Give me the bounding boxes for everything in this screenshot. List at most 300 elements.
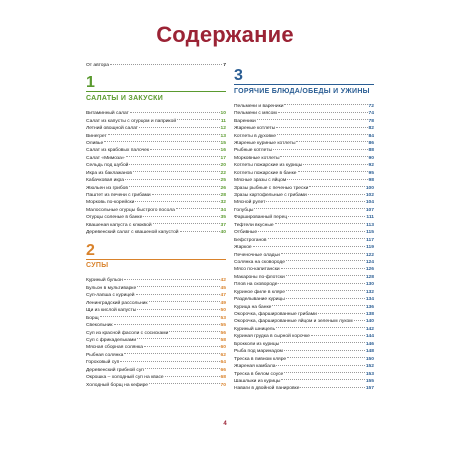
toc-entry[interactable] xyxy=(234,371,374,378)
leader-dots xyxy=(137,338,219,339)
entry-page: 12 xyxy=(220,126,226,132)
leader-dots xyxy=(129,164,219,165)
entry-title: Куриный бульон xyxy=(86,278,123,284)
entry-page: 78 xyxy=(368,118,374,124)
entry-title: Холодный борщ на кефире xyxy=(86,382,149,388)
leader-dots xyxy=(100,316,220,317)
toc-entry[interactable] xyxy=(234,378,374,385)
entry-title: Жареные куриные котлеты xyxy=(234,140,296,146)
leader-dots xyxy=(286,260,365,261)
entry-title: Икра из баклажанов xyxy=(86,170,132,176)
leader-dots xyxy=(150,149,220,150)
entry-title: Мясной рулет xyxy=(234,200,266,206)
entry-title: Мясо по-капитански xyxy=(234,267,280,273)
entry-title: Гороховый суп xyxy=(86,360,120,366)
section-title: САЛАТЫ И ЗАКУСКИ xyxy=(86,95,164,103)
section-rule xyxy=(86,91,226,92)
leader-dots xyxy=(177,119,220,120)
leader-dots xyxy=(120,361,219,362)
entry-page: 128 xyxy=(365,274,374,280)
entry-page: 113 xyxy=(366,222,374,228)
entry-page: 150 xyxy=(365,356,374,362)
entry-page: 107 xyxy=(365,207,374,213)
entry-page: 153 xyxy=(365,371,374,377)
entry-page: 58 xyxy=(220,337,226,343)
toc-entry[interactable] xyxy=(86,330,226,337)
toc-entry[interactable] xyxy=(234,110,374,117)
toc-entry[interactable] xyxy=(86,199,226,206)
toc-entry[interactable] xyxy=(86,315,226,322)
toc-entry[interactable] xyxy=(234,274,374,281)
entry-title: Мясные зразы с яйцом xyxy=(234,178,287,184)
entry-title: Котлеты пожарские в банке xyxy=(234,170,297,176)
entry-title: Салат из капусты с огурцом и паприкой xyxy=(86,118,177,124)
leader-dots xyxy=(278,283,364,284)
leader-dots xyxy=(275,223,366,224)
toc-entry[interactable] xyxy=(86,344,226,351)
entry-title: Летний овощной салат xyxy=(86,126,138,132)
leader-dots xyxy=(286,290,365,291)
entry-page: 90 xyxy=(368,155,374,161)
leader-dots xyxy=(144,346,220,347)
entry-title: От автора xyxy=(86,63,109,68)
toc-entry[interactable] xyxy=(234,103,374,110)
entry-title: Шашлыки из курицы xyxy=(234,378,281,384)
entry-title: Брокколи из курицы xyxy=(234,341,280,347)
toc-entry[interactable] xyxy=(86,374,226,381)
toc-entry[interactable] xyxy=(234,170,374,177)
toc-entry[interactable] xyxy=(86,359,226,366)
leader-dots xyxy=(136,294,220,295)
entry-page: 88 xyxy=(368,148,374,154)
toc-entry[interactable] xyxy=(234,207,374,214)
entry-title: Окрошка – холодный суп на квасе xyxy=(86,375,164,381)
entry-title: Окорочка, фаршированные яйцом и зеленым луком xyxy=(234,319,353,325)
section-title: СУПЫ xyxy=(86,262,109,270)
entry-title: Суп из красной фасоли с сосисками xyxy=(86,330,169,336)
toc-entry[interactable] xyxy=(86,185,226,192)
leader-dots xyxy=(308,194,365,195)
leader-dots xyxy=(276,127,367,128)
leader-dots xyxy=(139,127,220,128)
leader-dots xyxy=(137,309,219,310)
entry-title: Салат «Мимоза» xyxy=(86,155,125,161)
entry-title: Деревенский салат с квашеной капустой xyxy=(86,230,179,236)
entry-title: Треска в белом соусе xyxy=(234,371,284,377)
toc-entry[interactable] xyxy=(234,177,374,184)
entry-page: 130 xyxy=(365,282,374,288)
entry-page: 45 xyxy=(220,285,226,291)
entry-page: 37 xyxy=(220,222,226,228)
toc-entry[interactable] xyxy=(86,207,226,214)
toc-entry[interactable] xyxy=(86,162,226,169)
leader-dots xyxy=(281,253,365,254)
leader-dots xyxy=(130,112,220,113)
entry-title: Жюльен из грибов xyxy=(86,185,128,191)
entry-page: 50 xyxy=(220,308,226,314)
leader-dots xyxy=(280,342,365,343)
toc-entry[interactable] xyxy=(234,185,374,192)
right-column xyxy=(234,62,374,393)
entry-page: 126 xyxy=(365,267,374,273)
toc-entry[interactable] xyxy=(234,281,374,288)
toc-entry[interactable] xyxy=(234,229,374,236)
entry-title: Ленинградский рассольник xyxy=(86,300,148,306)
toc-entry[interactable] xyxy=(234,155,374,162)
entry-page: 122 xyxy=(365,252,374,258)
leader-dots xyxy=(300,387,364,388)
entry-page: 84 xyxy=(368,133,374,139)
page-title: Содержание xyxy=(156,22,294,47)
entry-page: 142 xyxy=(365,326,374,332)
entry-page: 152 xyxy=(365,364,374,370)
toc-entry[interactable] xyxy=(234,348,374,355)
toc-entry[interactable] xyxy=(86,110,226,117)
entry-page: 49 xyxy=(220,300,226,306)
entry-page: 15 xyxy=(220,140,226,146)
toc-entry[interactable] xyxy=(234,326,374,333)
toc-entry[interactable] xyxy=(234,162,374,169)
entry-title: Фаршированный перец xyxy=(234,215,288,221)
entry-title: Вареники xyxy=(234,118,256,124)
leader-dots xyxy=(284,104,367,105)
entry-title: Окорочка, фаршированные грибами xyxy=(234,312,317,318)
entry-page: 25 xyxy=(220,178,226,184)
entry-page: 47 xyxy=(220,293,226,299)
entry-title: Котлеты пожарские из курицы xyxy=(234,163,303,169)
left-column xyxy=(86,62,226,389)
entry-title: Куриная грудка в сырной корочке xyxy=(234,334,310,340)
entry-page: 157 xyxy=(365,386,374,392)
entry-page: 144 xyxy=(365,334,374,340)
leader-dots xyxy=(129,186,220,187)
toc-entry[interactable] xyxy=(234,311,374,318)
toc-entry[interactable] xyxy=(234,133,374,140)
leader-dots xyxy=(276,327,365,328)
entry-page: 34 xyxy=(220,207,226,213)
entry-title: Рыбные котлеты xyxy=(234,148,272,154)
leader-dots xyxy=(153,223,220,224)
entry-page: 140 xyxy=(365,319,374,325)
toc-entry[interactable] xyxy=(234,222,374,229)
toc-entry[interactable] xyxy=(234,289,374,296)
leader-dots xyxy=(318,313,365,314)
entry-title: Суп-лапша с курицей xyxy=(86,293,135,299)
entry-page: 62 xyxy=(220,352,226,358)
toc-entry[interactable] xyxy=(234,266,374,273)
entry-page: 104 xyxy=(365,200,374,206)
entry-title: Печеночные оладьи xyxy=(234,252,280,258)
entry-page: 72 xyxy=(368,103,374,109)
entry-title: Мясная сборная солянка xyxy=(86,345,143,351)
entry-page: 20 xyxy=(220,163,226,169)
leader-dots xyxy=(169,331,219,332)
entry-page: 119 xyxy=(366,245,374,251)
toc-entry[interactable] xyxy=(234,304,374,311)
entry-page: 70 xyxy=(220,382,226,388)
leader-dots xyxy=(180,231,220,232)
entry-page: 138 xyxy=(365,312,374,318)
entry-page: 56 xyxy=(220,330,226,336)
entry-title: Зразы рыбные с печенью трески xyxy=(234,185,309,191)
leader-dots xyxy=(108,134,220,135)
entry-page: 146 xyxy=(365,341,374,347)
entry-title: Суп с фрикадельками xyxy=(86,337,137,343)
leader-dots xyxy=(258,231,365,232)
section-number: 1 xyxy=(86,74,95,92)
leader-dots xyxy=(176,208,220,209)
leader-dots xyxy=(284,372,365,373)
entry-title: Зразы картофельные с грибами xyxy=(234,193,307,199)
toc-entry[interactable] xyxy=(86,214,226,221)
leader-dots xyxy=(272,305,364,306)
toc-entry[interactable] xyxy=(86,322,226,329)
leader-dots xyxy=(286,275,365,276)
section-rule xyxy=(234,84,374,85)
entry-page: 132 xyxy=(365,289,374,295)
entry-page: 32 xyxy=(220,200,226,206)
entry-page: 64 xyxy=(220,360,226,366)
leader-dots xyxy=(137,286,219,287)
leader-dots xyxy=(124,353,219,354)
section-number: 2 xyxy=(86,241,95,259)
entry-title: Морковь по-корейски xyxy=(86,200,135,206)
leader-dots xyxy=(286,298,365,299)
section-hot-dishes xyxy=(234,68,374,393)
toc-entry[interactable] xyxy=(234,385,374,392)
entry-page: 74 xyxy=(368,111,374,117)
section-number: 3 xyxy=(234,67,243,84)
toc-entry[interactable] xyxy=(86,285,226,292)
toc-entry[interactable] xyxy=(234,318,374,325)
entry-page: 53 xyxy=(220,315,226,321)
entry-title: Тефтели вкусные xyxy=(234,222,274,228)
toc-entry[interactable] xyxy=(86,337,226,344)
entry-page: 117 xyxy=(366,237,374,243)
entry-title: Разделывание курицы xyxy=(234,297,285,303)
entry-page: 35 xyxy=(220,215,226,221)
section-salads xyxy=(86,75,226,236)
toc-entry[interactable] xyxy=(86,125,226,132)
leader-dots xyxy=(288,216,365,217)
entry-title: Куриный шницель xyxy=(234,326,276,332)
leader-dots xyxy=(287,179,367,180)
leader-dots xyxy=(287,357,365,358)
toc-entry[interactable] xyxy=(234,356,374,363)
leader-dots xyxy=(277,134,368,135)
entry-page: 13 xyxy=(220,133,226,139)
toc-entry[interactable] xyxy=(234,252,374,259)
leader-dots xyxy=(280,156,367,157)
toc-entry[interactable] xyxy=(234,147,374,154)
entry-title: Бульон в мультиварке xyxy=(86,285,137,291)
entry-title: Жареная камбала xyxy=(234,364,276,370)
entry-title: Свекольник xyxy=(86,323,113,329)
entry-title: Солянка на сковороде xyxy=(234,259,285,265)
entry-page: 10 xyxy=(220,111,226,117)
toc-entry[interactable] xyxy=(86,277,226,284)
entry-page: 82 xyxy=(368,126,374,132)
toc-entry[interactable] xyxy=(86,222,226,229)
leader-dots xyxy=(311,335,365,336)
leader-dots xyxy=(273,149,368,150)
entry-title: Салат из крабовых палочек xyxy=(86,148,150,154)
leader-dots xyxy=(125,179,220,180)
entry-page: 100 xyxy=(365,185,374,191)
toc-entry[interactable] xyxy=(86,229,226,236)
leader-dots xyxy=(281,268,365,269)
entry-title: Плов на сковороде xyxy=(234,282,278,288)
entry-page: 136 xyxy=(365,304,374,310)
toc-entry[interactable] xyxy=(86,382,226,389)
entry-title: Кабачковая икра xyxy=(86,178,124,184)
toc-entry[interactable] xyxy=(234,199,374,206)
toc-entry[interactable] xyxy=(86,300,226,307)
leader-dots xyxy=(266,201,364,202)
toc-entry[interactable] xyxy=(234,244,374,251)
entry-title: Рыбная солянка xyxy=(86,352,124,358)
toc-entry[interactable] xyxy=(234,125,374,132)
toc-entry[interactable] xyxy=(86,177,226,184)
entry-page: 68 xyxy=(220,375,226,381)
entry-title: Оливье xyxy=(86,140,104,146)
leader-dots xyxy=(165,376,220,377)
leader-dots xyxy=(152,194,220,195)
entry-title: Винегрет xyxy=(86,133,107,139)
leader-dots xyxy=(281,379,364,380)
page-number: 4 xyxy=(223,421,227,427)
entry-page: 92 xyxy=(368,163,374,169)
leader-dots xyxy=(354,320,365,321)
leader-dots xyxy=(268,238,366,239)
toc-entry[interactable] xyxy=(86,147,226,154)
leader-dots xyxy=(145,368,220,369)
toc-entry[interactable] xyxy=(234,192,374,199)
entry-page: 66 xyxy=(220,367,226,373)
toc-entry[interactable] xyxy=(234,333,374,340)
toc-entry[interactable] xyxy=(234,296,374,303)
entry-page: 60 xyxy=(220,345,226,351)
entry-page: 134 xyxy=(365,297,374,303)
leader-dots xyxy=(276,365,364,366)
toc-entry[interactable] xyxy=(86,352,226,359)
leader-dots xyxy=(278,112,368,113)
entry-title: Наваги в двойной панировке xyxy=(234,386,300,392)
toc-entry[interactable] xyxy=(86,118,226,125)
entry-page: 115 xyxy=(366,230,374,236)
leader-dots xyxy=(124,279,220,280)
entry-title: Деревенский грибной суп xyxy=(86,367,144,373)
leader-dots xyxy=(135,201,219,202)
leader-dots xyxy=(298,171,368,172)
entry-title: Сельдь под шубой xyxy=(86,163,129,169)
toc-entry[interactable] xyxy=(86,133,226,140)
toc-entry[interactable] xyxy=(234,341,374,348)
entry-page: 16 xyxy=(220,148,226,154)
toc-entry[interactable] xyxy=(86,155,226,162)
entry-page: 42 xyxy=(220,278,226,284)
entry-title: Отбивные xyxy=(234,230,258,236)
entry-title: Куриное филе в кляре xyxy=(234,289,285,295)
entry-title: Витаминный салат xyxy=(86,111,129,117)
entry-title: Макароны по-флотски xyxy=(234,274,285,280)
entry-title: Бефстроганов xyxy=(234,237,267,243)
entry-title: Морковные котлеты xyxy=(234,155,280,161)
author-note-entry[interactable] xyxy=(86,62,226,69)
entry-page: 17 xyxy=(220,155,226,161)
leader-dots xyxy=(303,164,367,165)
toc-entry[interactable] xyxy=(234,140,374,147)
entry-page: 11 xyxy=(220,118,226,124)
entry-title: Котлеты в духовке xyxy=(234,133,276,139)
entry-page: 55 xyxy=(220,323,226,329)
entry-page: 28 xyxy=(220,193,226,199)
entry-page: 111 xyxy=(366,215,374,221)
leader-dots xyxy=(143,216,219,217)
toc-entry[interactable] xyxy=(86,292,226,299)
entry-page: 124 xyxy=(365,259,374,265)
entry-title: Жаркое xyxy=(234,245,252,251)
leader-dots xyxy=(104,141,219,142)
entry-page: 102 xyxy=(365,193,374,199)
entry-title: Пельмени с мясом xyxy=(234,111,277,117)
entry-title: Огурцы соленые в банке xyxy=(86,215,143,221)
leader-dots xyxy=(110,64,222,65)
leader-dots xyxy=(149,301,220,302)
leader-dots xyxy=(133,171,220,172)
entry-page: 95 xyxy=(368,170,374,176)
entry-title: Пельмени и вареники xyxy=(234,103,284,109)
leader-dots xyxy=(257,119,368,120)
entry-title: Малосольные огурцы быстрого посола xyxy=(86,207,175,213)
entry-title: Голубцы xyxy=(234,207,254,213)
leader-dots xyxy=(284,350,365,351)
leader-dots xyxy=(254,208,364,209)
entry-page: 148 xyxy=(365,349,374,355)
toc-entry[interactable] xyxy=(86,307,226,314)
entry-title: Жареные котлеты xyxy=(234,126,276,132)
leader-dots xyxy=(253,246,365,247)
section-title: ГОРЯЧИЕ БЛЮДА/ОБЕДЫ И УЖИНЫ xyxy=(234,87,370,95)
toc-entry[interactable] xyxy=(86,192,226,199)
leader-dots xyxy=(149,383,220,384)
entry-title: Борщ xyxy=(86,315,99,321)
entry-title: Щи из кислой капусты xyxy=(86,308,137,314)
toc-entry[interactable] xyxy=(234,214,374,221)
entry-page: 22 xyxy=(220,170,226,176)
toc-entry[interactable] xyxy=(86,170,226,177)
entry-page: 26 xyxy=(220,185,226,191)
entry-page: 40 xyxy=(220,230,226,236)
entry-title: Курица на банке xyxy=(234,304,272,310)
entry-page: 98 xyxy=(368,178,374,184)
entry-title: Квашеная капуста с клюквой xyxy=(86,222,152,228)
entry-title: Треска в пивном кляре xyxy=(234,356,287,362)
toc-entry[interactable] xyxy=(86,367,226,374)
toc-entry[interactable] xyxy=(86,140,226,147)
section-rule xyxy=(86,259,226,260)
toc-entry[interactable] xyxy=(234,363,374,370)
toc-entry[interactable] xyxy=(234,259,374,266)
entry-page: 7 xyxy=(223,63,226,68)
entry-title: Паштет из печени с грибами xyxy=(86,193,151,199)
toc-entry[interactable] xyxy=(234,118,374,125)
leader-dots xyxy=(309,186,364,187)
toc-entry[interactable] xyxy=(234,237,374,244)
leader-dots xyxy=(126,156,220,157)
entry-title: Рыба под маринадом xyxy=(234,349,283,355)
section-soups xyxy=(86,243,226,389)
